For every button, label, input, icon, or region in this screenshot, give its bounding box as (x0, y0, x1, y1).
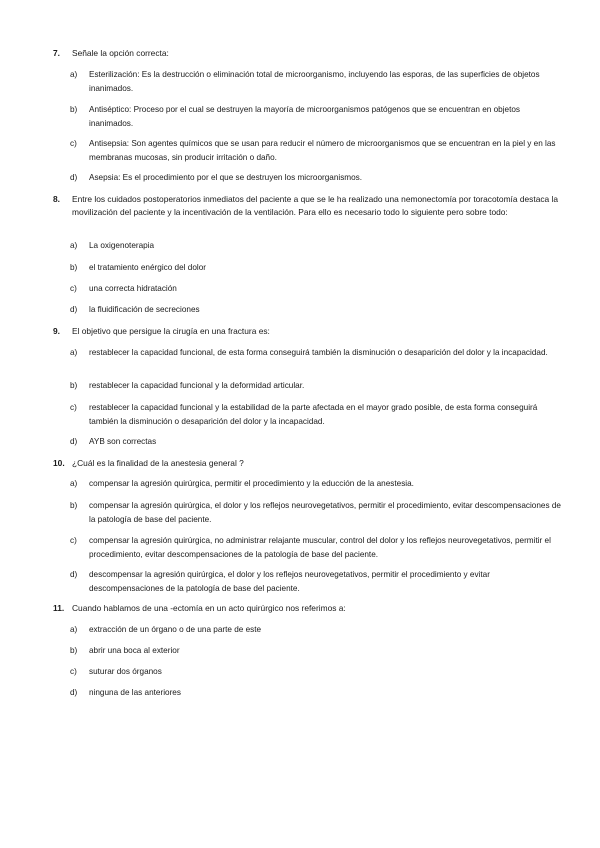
option-letter: c) (70, 284, 77, 293)
option-11a (70, 623, 562, 637)
question-10 (53, 457, 563, 470)
option-text: la fluidificación de secreciones (89, 305, 200, 314)
question-stem: Señale la opción correcta: (72, 48, 169, 58)
option-7a (70, 68, 562, 96)
option-8b (70, 261, 562, 275)
option-text: Asepsia: Es el procedimiento por el que se destruyen los microorganismos. (89, 173, 363, 182)
option-text: restablecer la capacidad funcional, de esta forma conseguirá también la disminución o desaparición del dolor y la incapacidad. (89, 348, 548, 357)
option-8a (70, 239, 562, 253)
option-text: Antisepsia: Son agentes químicos que se usan para reducir el número de microorganismos que se encuentran en la piel y en las membranas mucosas, sin producir irritación o daño. (89, 139, 556, 162)
option-text: restablecer la capacidad funcional y la estabilidad de la parte afectada en el mayor grado posible, de esta forma conseguirá también la disminución o desaparición del dolor y la incapacidad. (89, 403, 538, 426)
option-text: abrir una boca al exterior (89, 646, 180, 655)
option-text: descompensar la agresión quirúrgica, el dolor y los reflejos neurovegetativos, permitir el procedimiento y evitar descompensaciones de la patología de base del paciente. (89, 570, 490, 593)
question-9 (53, 325, 563, 338)
option-text: compensar la agresión quirúrgica, no administrar relajante muscular, control del dolor y los reflejos neurovegetativos, permitir el procedimiento, evitar descompensaciones de la patología de base del paciente. (89, 536, 551, 559)
question-number: 7. (53, 48, 60, 58)
question-stem: El objetivo que persigue la cirugía en una fractura es: (72, 326, 270, 336)
option-11b (70, 644, 562, 658)
option-text: una correcta hidratación (89, 284, 177, 293)
option-letter: b) (70, 501, 78, 510)
question-number: 9. (53, 326, 60, 336)
option-text: La oxigenoterapia (89, 241, 155, 250)
option-text: suturar dos órganos (89, 667, 162, 676)
option-9a (70, 346, 562, 360)
option-letter: a) (70, 625, 78, 634)
question-number: 11. (53, 603, 65, 613)
question-stem: ¿Cuál es la finalidad de la anestesia general ? (72, 458, 244, 468)
option-letter: d) (70, 173, 78, 182)
option-10d (70, 568, 562, 596)
option-9d (70, 435, 562, 449)
option-letter: a) (70, 241, 78, 250)
question-stem: Cuando hablamos de una -ectomía en un acto quirúrgico nos referimos a: (72, 603, 346, 613)
option-letter: c) (70, 403, 77, 412)
option-text: extracción de un órgano o de una parte de este (89, 625, 262, 634)
option-letter: d) (70, 305, 78, 314)
option-text: restablecer la capacidad funcional y la deformidad articular. (89, 381, 305, 390)
option-letter: b) (70, 105, 78, 114)
option-7d (70, 171, 562, 185)
option-9b (70, 379, 562, 393)
option-letter: d) (70, 437, 78, 446)
option-8c (70, 282, 562, 296)
option-letter: a) (70, 70, 78, 79)
option-letter: a) (70, 479, 78, 488)
option-letter: d) (70, 688, 78, 697)
option-7b (70, 103, 562, 131)
option-text: AYB son correctas (89, 437, 157, 446)
option-7c (70, 137, 562, 165)
option-letter: b) (70, 646, 78, 655)
option-text: el tratamiento enérgico del dolor (89, 263, 206, 272)
option-text: Antiséptico: Proceso por el cual se destruyen la mayoría de microorganismos patógenos que se encuentran en objetos inanimados. (89, 105, 521, 128)
option-letter: c) (70, 536, 77, 545)
option-text: compensar la agresión quirúrgica, el dolor y los reflejos neurovegetativos, permitir el procedimiento, evitar descompensaciones de la patología de base del paciente. (89, 501, 561, 524)
option-text: ninguna de las anteriores (89, 688, 181, 697)
option-letter: d) (70, 570, 78, 579)
option-letter: b) (70, 381, 78, 390)
option-letter: c) (70, 667, 77, 676)
option-letter: b) (70, 263, 78, 272)
question-11 (53, 602, 563, 615)
question-number: 10. (53, 458, 65, 468)
question-number: 8. (53, 194, 60, 204)
option-10a (70, 477, 562, 491)
question-8 (53, 193, 563, 219)
question-stem: Entre los cuidados postoperatorios inmediatos del paciente a que se le ha realizado una nemonectomía por toracotomía destaca la movilización del paciente y la incentivación de la ventilación. Para ello es necesario todo lo siguiente pero sobre todo: (72, 194, 559, 217)
question-7 (53, 47, 563, 60)
option-text: Esterilización: Es la destrucción o eliminación total de microorganismo, incluyendo las esporas, de las superficies de objetos inanimados. (89, 70, 540, 93)
option-8d (70, 303, 562, 317)
option-10c (70, 534, 562, 562)
option-letter: a) (70, 348, 78, 357)
option-letter: c) (70, 139, 77, 148)
option-11d (70, 686, 562, 700)
option-9c (70, 401, 562, 429)
option-10b (70, 499, 562, 527)
option-text: compensar la agresión quirúrgica, permitir el procedimiento y la educción de la anestesia. (89, 479, 414, 488)
option-11c (70, 665, 562, 679)
